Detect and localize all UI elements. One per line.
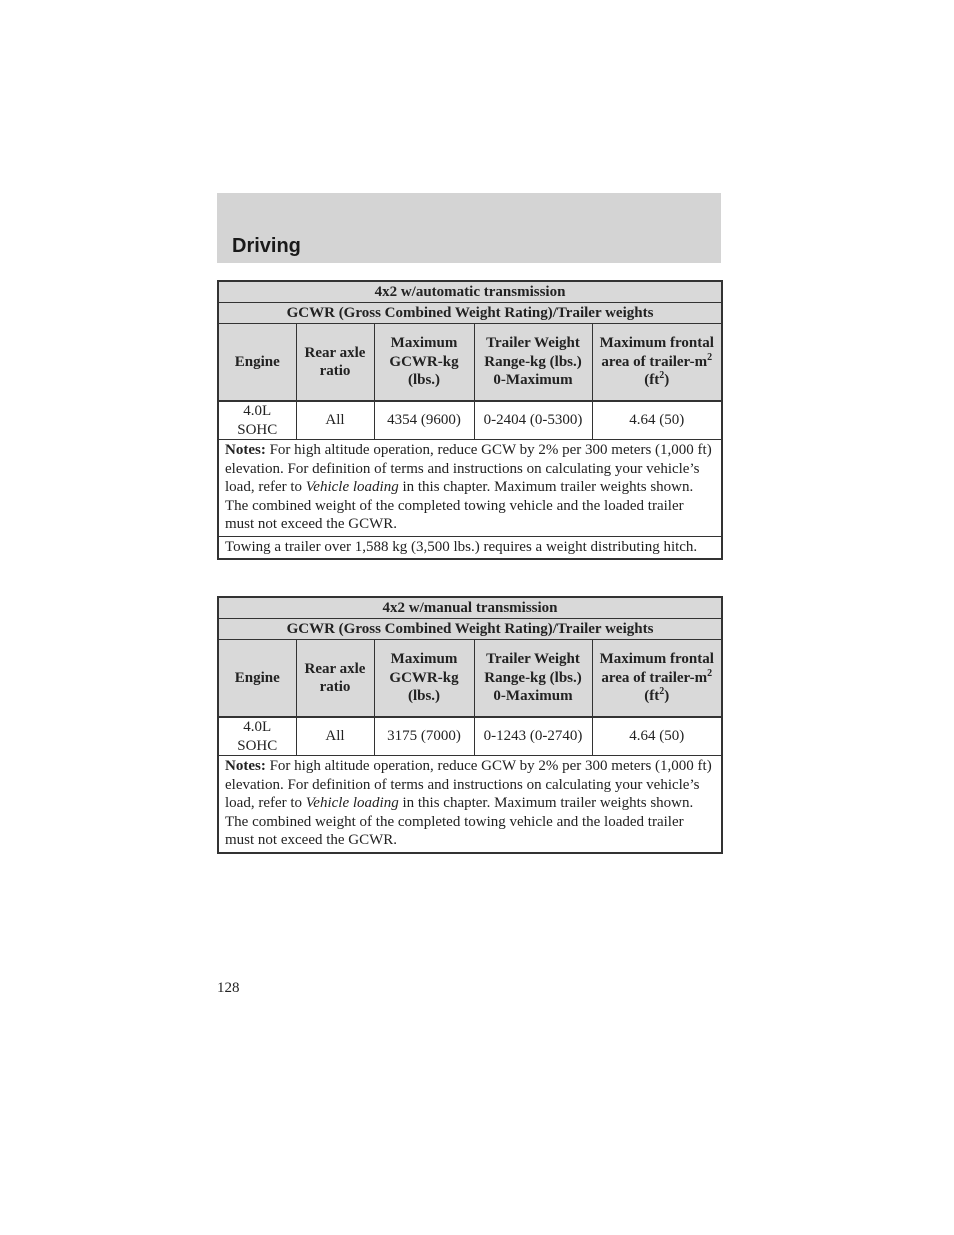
notes-row [218,756,722,853]
header-max-gcwr: Maximum GCWR-kg (lbs.) [374,640,474,718]
cell-max-gcwr: 4354 (9600) [374,401,474,440]
notes-reference: Vehicle loading [305,795,399,811]
header-max-frontal-area [592,324,722,402]
table-subtitle-row [218,303,722,324]
notes-text: in this chapter. Maximum trailer weights shown. The combined weight of the completed towing vehicle and the loaded trailer must not exceed the GCWR. [225,479,694,532]
header-trailer-weight-range: Trailer Weight Range-kg (lbs.) 0-Maximum [474,324,592,402]
superscript: 2 [707,351,713,363]
notes-row [218,440,722,537]
extra-note-row [218,536,722,559]
header-trailer-weight-range: Trailer Weight Range-kg (lbs.) 0-Maximum [474,640,592,718]
table-row [218,401,722,440]
notes-label: Notes: [225,758,266,774]
header-engine: Engine [218,640,296,718]
page-number: 128 [217,980,240,996]
towing-table-automatic [217,280,723,560]
table-subtitle: GCWR (Gross Combined Weight Rating)/Trailer weights [218,303,722,324]
header-frontal-text: ) [664,688,670,705]
table-title: 4x2 w/manual transmission [218,597,722,619]
cell-engine: 4.0L SOHC [218,401,296,440]
cell-trailer-weight: 0-2404 (0-5300) [474,401,592,440]
table-subtitle-row [218,619,722,640]
notes-text: For high altitude operation, reduce GCW by 2% per 300 meters (1,000 ft) elevation. For definition of terms and instructions on calculating your vehicle’s load, refer to [225,758,712,811]
notes-text: in this chapter. Maximum trailer weights shown. The combined weight of the completed towing vehicle and the loaded trailer must not exceed the GCWR. [225,795,694,848]
header-frontal-text: Maximum frontal area of trailer-m [599,335,714,370]
header-engine: Engine [218,324,296,402]
notes-label: Notes: [225,442,266,458]
notes-text: For high altitude operation, reduce GCW by 2% per 300 meters (1,000 ft) elevation. For definition of terms and instructions on calculating your vehicle’s load, refer to [225,442,712,495]
table-subtitle: GCWR (Gross Combined Weight Rating)/Trailer weights [218,619,722,640]
header-frontal-text: ) [664,372,670,389]
notes-reference: Vehicle loading [305,479,399,495]
superscript: 2 [659,370,665,382]
table-header-row [218,640,722,718]
table-header-row [218,324,722,402]
section-header [217,193,721,263]
header-max-frontal-area [592,640,722,718]
header-frontal-text: (ft [644,688,660,705]
cell-axle-ratio: All [296,717,374,756]
table-title-row [218,597,722,619]
table-title: 4x2 w/automatic transmission [218,281,722,303]
header-frontal-text: (ft [644,372,660,389]
notes-cell [218,756,722,853]
superscript: 2 [659,686,665,698]
header-max-gcwr: Maximum GCWR-kg (lbs.) [374,324,474,402]
towing-table-manual [217,596,723,854]
cell-max-gcwr: 3175 (7000) [374,717,474,756]
section-title: Driving [232,235,301,257]
table-row [218,717,722,756]
cell-axle-ratio: All [296,401,374,440]
notes-cell [218,440,722,537]
superscript: 2 [707,667,713,679]
table-title-row [218,281,722,303]
header-rear-axle-ratio: Rear axle ratio [296,324,374,402]
extra-note: Towing a trailer over 1,588 kg (3,500 lbs.) requires a weight distributing hitch. [218,536,722,559]
header-frontal-text: Maximum frontal area of trailer-m [599,651,714,686]
cell-engine: 4.0L SOHC [218,717,296,756]
cell-frontal-area: 4.64 (50) [592,401,722,440]
header-rear-axle-ratio: Rear axle ratio [296,640,374,718]
cell-trailer-weight: 0-1243 (0-2740) [474,717,592,756]
cell-frontal-area: 4.64 (50) [592,717,722,756]
